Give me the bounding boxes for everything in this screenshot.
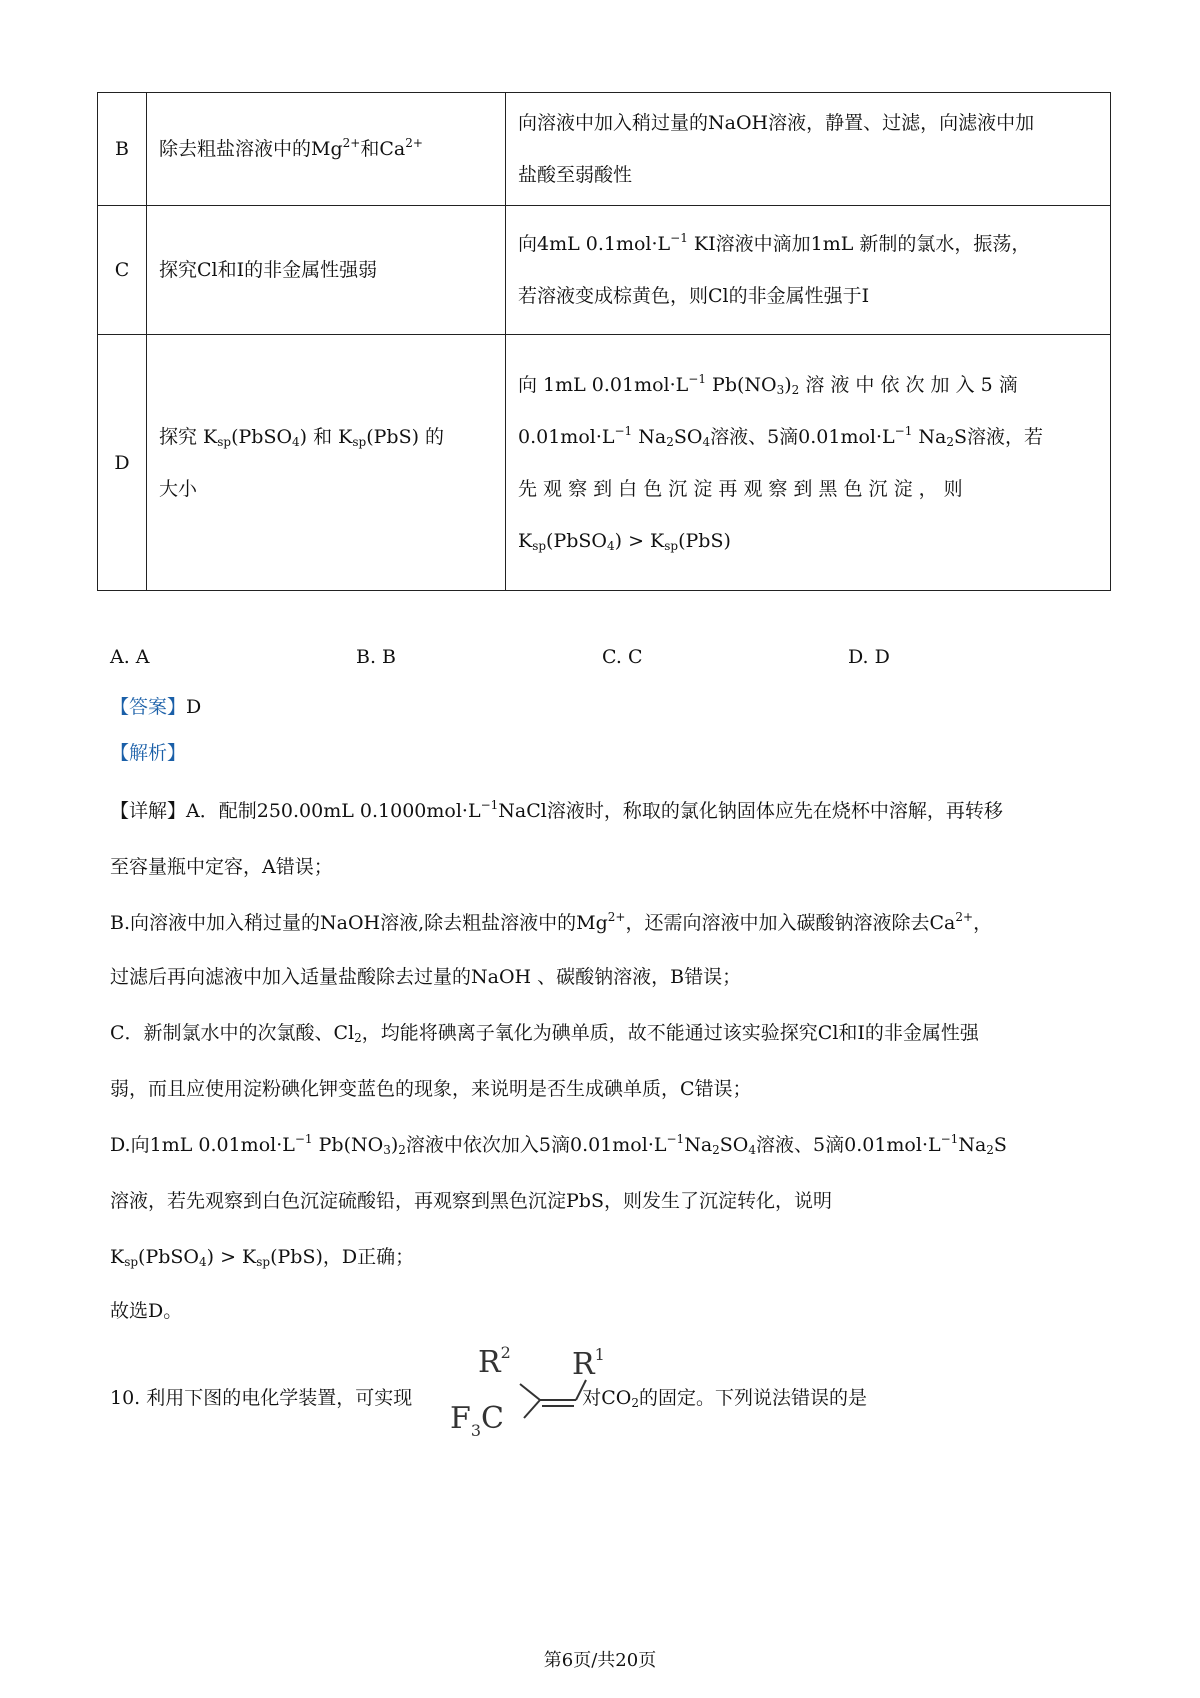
structure-formula xyxy=(448,1340,608,1440)
detail-d-line2: 溶液，若先观察到白色沉淀硫酸铅，再观察到黑色沉淀PbS，则发生了沉淀转化，说明 xyxy=(110,1190,832,1212)
choice-a: A. A xyxy=(110,646,150,668)
operation-cell: 向 1mL $0.01mol\cdot L^{-1}$ $Pb(NO_3)_2$ 溶 液 中 依 次 加 入 5 滴 $0.01mol\cdot L^{-1}$ $Na_2SO_4$溶液、5滴$0.01mol\cdot L^{-1}$ $Na_2S$溶液，若 先 观 察 到 白 色 沉 淀 再 观 察 到 黑 色 沉 淀 ， 则 $K_{sp}(PbSO_4) > K_{sp}(PbS)$ xyxy=(506,335,1111,591)
page-footer: 第6页/共20页 xyxy=(543,1650,657,1671)
option-cell: C xyxy=(98,206,147,335)
option-cell: D xyxy=(98,335,147,591)
answer-choices xyxy=(110,646,1110,674)
detail-c-line2: 弱，而且应使用淀粉碘化钾变蓝色的现象，来说明是否生成碘单质，C错误； xyxy=(110,1078,752,1100)
table-row xyxy=(98,93,1111,206)
detail-b-line2: 过滤后再向滤液中加入适量盐酸除去过量的NaOH 、碳酸钠溶液，B错误； xyxy=(110,966,742,988)
goal-cell: 除去粗盐溶液中的$Mg^{2+}$和$Ca^{2+}$ xyxy=(147,93,506,206)
svg-text:F3C: $F_3C$ xyxy=(450,1401,504,1440)
conclusion-line: 故选D。 xyxy=(110,1300,183,1322)
answer-line: 【答案】D xyxy=(110,696,202,718)
table-row xyxy=(98,335,1111,591)
choice-b: B. B xyxy=(356,646,397,668)
detail-c-line1: C．新制氯水中的次氯酸、$Cl_2$，均能将碘离子氧化为碘单质，故不能通过该实验探究Cl和I的非金属性强 xyxy=(110,1022,979,1045)
goal-cell: 探究Cl和I的非金属性强弱 xyxy=(147,206,506,335)
detail-d-line3: $K_{sp}(PbSO_4) > K_{sp}(PbS)$，D正确； xyxy=(110,1246,415,1269)
detail-a-line2: 至容量瓶中定容，A错误； xyxy=(110,856,333,878)
choice-d: D. D xyxy=(848,646,890,668)
svg-text:R2: $R^2$ xyxy=(478,1343,511,1380)
operation-cell: 向溶液中加入稍过量的NaOH溶液，静置、过滤，向滤液中加 盐酸至弱酸性 xyxy=(506,93,1111,206)
detail-b-line1: B.向溶液中加入稍过量的NaOH溶液,除去粗盐溶液中的$Mg^{2+}$，还需向溶液中加入碳酸钠溶液除去$Ca^{2+}$， xyxy=(110,910,993,934)
operation-cell: 向4mL $0.1mol\cdot L^{-1}$ KI溶液中滴加1mL 新制的氯水，振荡， 若溶液变成棕黄色，则Cl的非金属性强于I xyxy=(506,206,1111,335)
option-cell: B xyxy=(98,93,147,206)
analysis-label: 【解析】 xyxy=(110,742,187,764)
alkene-structure-diagram xyxy=(448,1340,608,1440)
table-row xyxy=(98,206,1111,335)
goal-cell: 探究 $K_{sp}(PbSO_4)$ 和 $K_{sp}(PbS)$ 的 大小 xyxy=(147,335,506,591)
svg-text:R1: $R^1$ xyxy=(572,1345,605,1382)
question-10: 10. 利用下图的电化学装置，可实现 对$CO_2$的固定。下列说法错误的是 xyxy=(110,1387,868,1410)
experiment-table xyxy=(97,92,1111,591)
detail-d-line1: D.向1mL $0.01mol\cdot L^{-1}$ $Pb(NO_3)_2$溶液中依次加入5滴$0.01mol\cdot L^{-1}Na_2SO_4$溶液、5滴$0.01mol\cdot L^{-1}Na_2S$ xyxy=(110,1132,1007,1157)
detail-a-line1: 【详解】A．配制250.00mL $0.1000mol\cdot L^{-1}NaCl$溶液时，称取的氯化钠固体应先在烧杯中溶解，再转移 xyxy=(110,798,1003,822)
choice-c: C. C xyxy=(602,646,643,668)
